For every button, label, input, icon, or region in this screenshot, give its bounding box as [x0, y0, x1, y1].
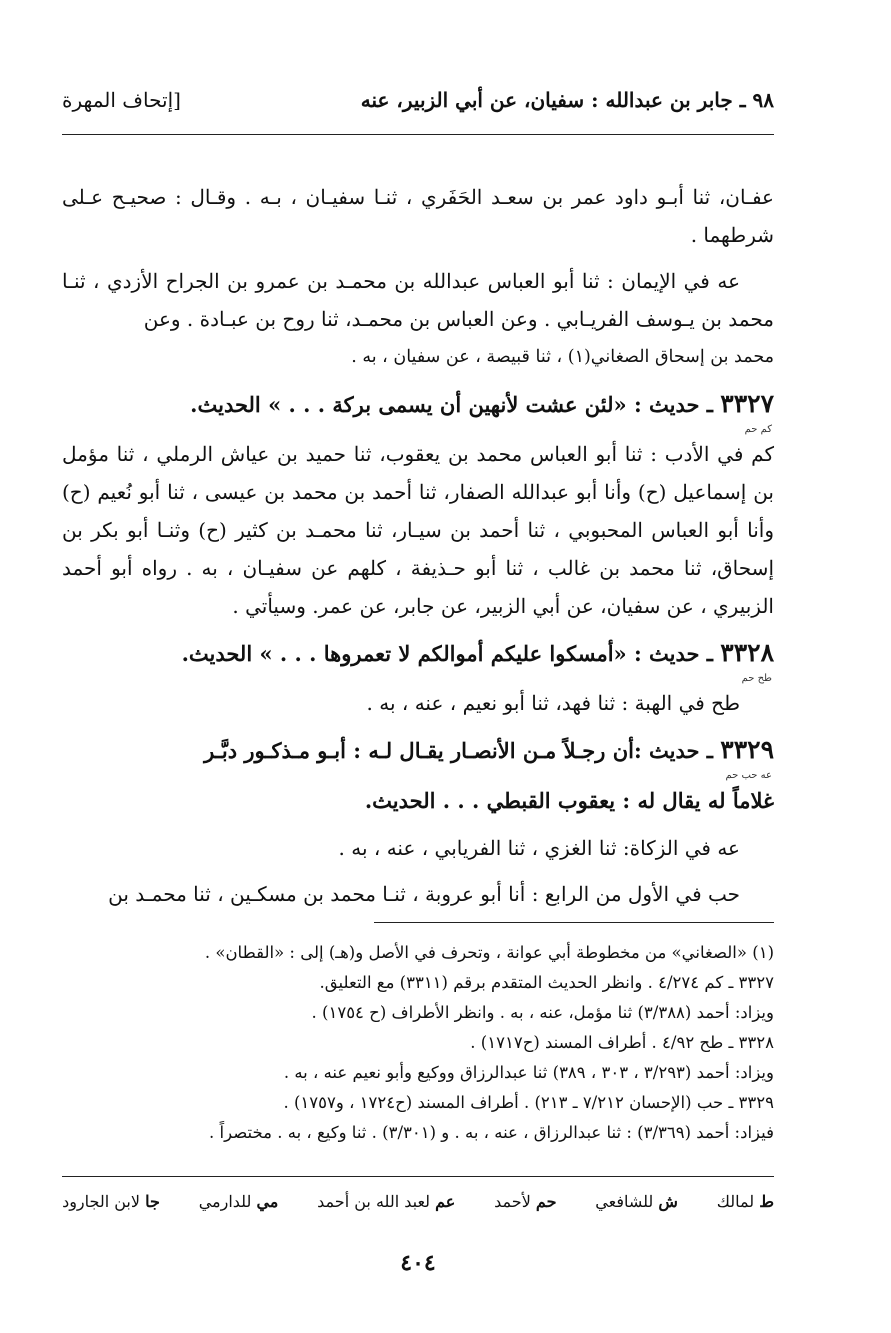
paragraph: عه في الإيمان : ثنا أبو العباس عبدالله بن محمـد بن عمرو بن الجراح الأزدي ، ثنـا محمد بن يـوسف الفريـابي . وعن العباس بن محمـد، ثنا روح بن عبـادة . وعن: [62, 269, 774, 331]
hadith-title: ـ حديث : «أمسكوا عليكم أموالكم لا تعمروها . . . » الحديث.: [181, 641, 721, 666]
hadith-title-continued: غلاماً له يقال له : يعقوب القبطي . . . الحديث.: [364, 788, 774, 813]
abbrev-item: جا لابن الجارود: [62, 1192, 160, 1211]
book-title: [إتحاف المهرة: [62, 88, 181, 112]
running-header: [62, 88, 774, 124]
hadith-heading-3327: [62, 384, 774, 425]
source-sigla: طح حم: [741, 673, 772, 684]
abbrev-item: مي للدارمي: [198, 1192, 279, 1211]
paragraph: كم في الأدب : ثنا أبو العباس محمد بن يعقوب، ثنا حميد بن عياش الرملي ، ثنا مؤمل بن إسماعيل (ح) وأنا أبو عبدالله الصفار، ثنا أحمد بن محمد بن عيسى ، ثنا أبو نُعيم (ح) وأنا أبو العباس المحبوبي ، ثنا أحمد بن سيـار، ثنا محمـد بن كثير (ح) وثنـا أبو بكر بن إسحاق، ثنا محمد بن غالب ، ثنا أبو حـذيفة ، كلهم عن سفيـان ، به . رواه أبو أحمد الزبيري ، عن سفيان، عن أبي الزبير، عن جابر، عن عمر. وسيأتي .: [62, 442, 774, 618]
abbrev-item: ش للشافعي: [595, 1192, 678, 1211]
abbreviation-key: [62, 1192, 774, 1211]
chapter-title: ٩٨ ـ جابر بن عبدالله : سفيان، عن أبي الزبير، عنه: [360, 88, 774, 112]
abbrev-item: حم لأحمد: [494, 1192, 557, 1211]
abbrev-item: ط لمالك: [716, 1192, 774, 1211]
footer-rule: [62, 1176, 774, 1177]
paragraph: عفـان، ثنا أبـو داود عمر بن سعـد الحَفَري ، ثنـا سفيـان ، بـه . وقـال : صحيـح عـلى شرطهما .: [62, 185, 774, 247]
paragraph: طح في الهبة : ثنا فهد، ثنا أبو نعيم ، عنه ، به .: [366, 691, 740, 715]
footnote: ويزاد: أحمد (٣/٢٩٣ ، ٣٠٣ ، ٣٨٩) ثنا عبدالرزاق ووكيع وأبو نعيم عنه ، به .: [283, 1063, 774, 1082]
footnote: فيزاد: أحمد (٣/٣٦٩) : ثنا عبدالرزاق ، عنه ، به . و (٣/٣٠١) . ثنا وكيع ، به . مختصراً .: [209, 1123, 774, 1142]
page-number: ٤٠٤: [400, 1250, 436, 1276]
hadith-number: ٣٣٢٧: [720, 389, 774, 418]
hadith-number: ٣٣٢٨: [720, 638, 774, 667]
source-sigla: عه حب حم: [725, 770, 772, 781]
footnote-separator: [374, 922, 774, 923]
footnote: ٣٣٢٩ ـ حب (الإحسان ٧/٢١٢ ـ ٢١٣) . أطراف المسند (ح١٧٢٤ ، و١٧٥٧) .: [283, 1093, 774, 1112]
abbrev-item: عم لعبد الله بن أحمد: [317, 1192, 456, 1211]
footnote: (١) «الصغاني» من مخطوطة أبي عوانة ، وتحرف في الأصل و(هـ) إلى : «القطان» .: [204, 943, 774, 962]
paragraph: عه في الزكاة: ثنا الغزي ، ثنا الفريابي ، عنه ، به .: [338, 836, 740, 860]
paragraph: حب في الأول من الرابع : أنا أبو عروبة ، ثنـا محمد بن مسكـين ، ثنا محمـد بن: [108, 882, 740, 906]
footnote: ٣٣٢٨ ـ طح ٤/٩٢ . أطراف المسند (ح١٧١٧) .: [470, 1033, 774, 1052]
paragraph-small: محمد بن إسحاق الصغاني(١) ، ثنا قبيصة ، عن سفيان ، به .: [351, 347, 774, 367]
footnotes: [62, 938, 774, 1148]
main-text: [62, 178, 774, 913]
footnote: ٣٣٢٧ ـ كم ٤/٢٧٤ . وانظر الحديث المتقدم برقم (٣٣١١) مع التعليق.: [319, 973, 774, 992]
hadith-title: ـ حديث : «لئن عشت لأنهين أن يسمى بركة . . . » الحديث.: [190, 392, 721, 417]
hadith-heading-3329: [62, 730, 774, 771]
book-page: [62, 80, 774, 1300]
header-rule: [62, 134, 774, 135]
hadith-title: ـ حديث :أن رجـلاً مـن الأنصـار يقـال لـه : أبـو مـذكـور دبَّـر: [204, 738, 721, 763]
hadith-number: ٣٣٢٩: [720, 735, 774, 764]
footnote: ويزاد: أحمد (٣/٣٨٨) ثنا مؤمل، عنه ، به . وانظر الأطراف (ح ١٧٥٤) .: [311, 1003, 774, 1022]
hadith-heading-3328: [62, 633, 774, 674]
source-sigla: كم حم: [744, 424, 772, 435]
